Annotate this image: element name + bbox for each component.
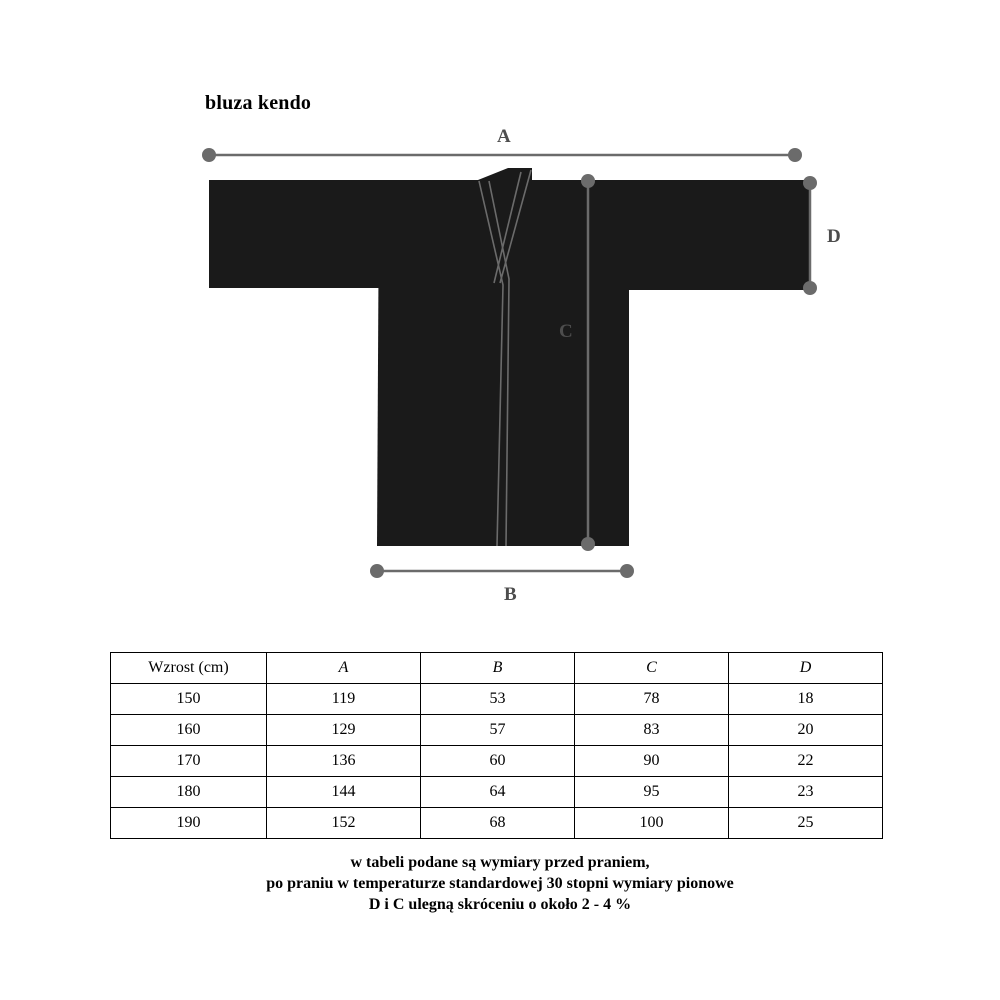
table-row: [111, 746, 883, 777]
dimension-a: [202, 148, 802, 162]
cell-d: 25: [729, 808, 883, 839]
cell-b: 68: [421, 808, 575, 839]
dimension-label-c: C: [559, 321, 573, 342]
header-c: C: [575, 653, 729, 684]
right-sleeve: [629, 180, 809, 290]
footnote-line-3: D i C ulegną skróceniu o około 2 - 4 %: [368, 896, 632, 913]
page-title: bluza kendo: [205, 92, 312, 114]
cell-c: 78: [575, 684, 729, 715]
cell-b: 53: [421, 684, 575, 715]
cell-height: 160: [111, 715, 267, 746]
cell-a: 152: [267, 808, 421, 839]
table-row: [111, 777, 883, 808]
table-header-row: [111, 653, 883, 684]
cell-c: 95: [575, 777, 729, 808]
dimension-b: [370, 564, 634, 578]
cell-height: 150: [111, 684, 267, 715]
cell-b: 57: [421, 715, 575, 746]
cell-d: 23: [729, 777, 883, 808]
cell-d: 18: [729, 684, 883, 715]
cell-d: 20: [729, 715, 883, 746]
cell-b: 64: [421, 777, 575, 808]
cell-c: 83: [575, 715, 729, 746]
cell-c: 100: [575, 808, 729, 839]
dimension-label-d: D: [827, 226, 841, 247]
cell-a: 119: [267, 684, 421, 715]
footnote: [0, 852, 1000, 915]
dimension-label-a: A: [497, 126, 511, 147]
table-row: [111, 684, 883, 715]
table-row: [111, 808, 883, 839]
cell-b: 60: [421, 746, 575, 777]
cell-d: 22: [729, 746, 883, 777]
cell-a: 129: [267, 715, 421, 746]
cell-height: 170: [111, 746, 267, 777]
cell-c: 90: [575, 746, 729, 777]
dimension-label-b: B: [504, 584, 517, 605]
footnote-line-1: w tabeli podane są wymiary przed praniem,: [350, 854, 650, 871]
header-a: A: [267, 653, 421, 684]
header-d: D: [729, 653, 883, 684]
footnote-line-2: po praniu w temperaturze standardowej 30 stopni wymiary pionowe: [266, 875, 734, 892]
header-b: B: [421, 653, 575, 684]
size-table-wrapper: [110, 652, 882, 839]
cell-height: 180: [111, 777, 267, 808]
cell-height: 190: [111, 808, 267, 839]
table-row: [111, 715, 883, 746]
torso: [377, 180, 629, 546]
size-table: [110, 652, 883, 839]
collar-notch: [478, 168, 532, 180]
cell-a: 136: [267, 746, 421, 777]
left-sleeve: [209, 180, 379, 288]
header-height: Wzrost (cm): [111, 653, 267, 684]
cell-a: 144: [267, 777, 421, 808]
